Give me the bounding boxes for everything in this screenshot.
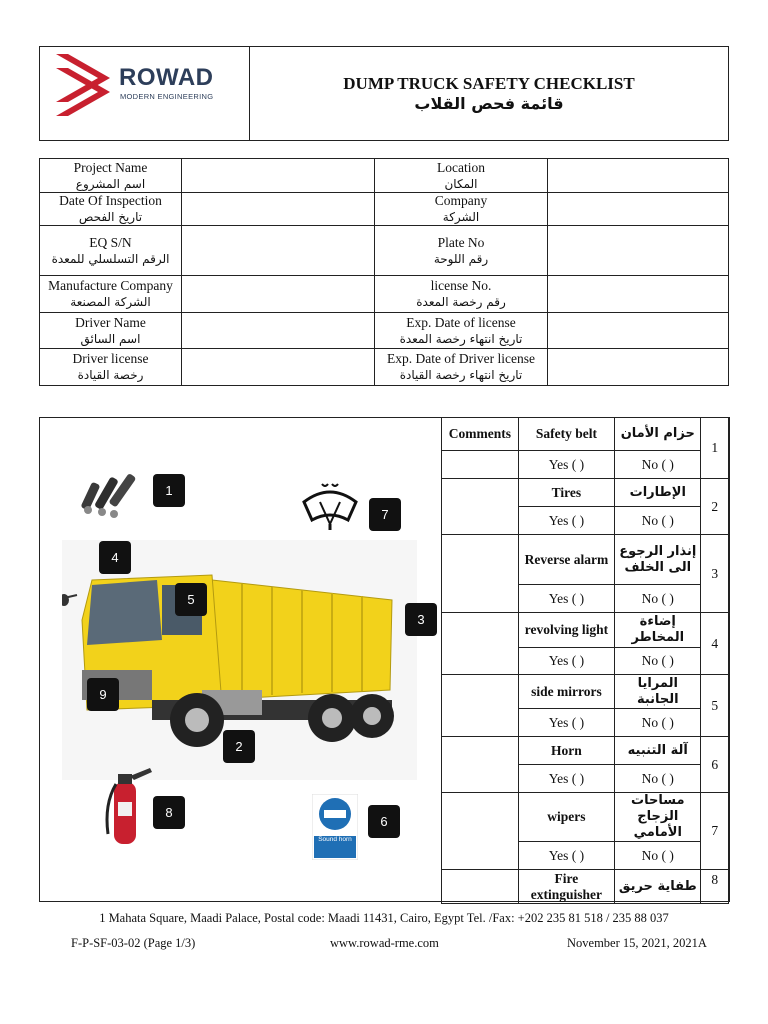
no-checkbox[interactable]: No ( )	[615, 585, 701, 613]
fire-extinguisher-icon	[100, 764, 160, 850]
comments-field[interactable]	[442, 870, 519, 904]
project-name-field[interactable]	[182, 159, 375, 193]
wiper-icon	[300, 480, 360, 532]
item-label: wipers	[518, 793, 614, 842]
item-label: Horn	[518, 737, 614, 765]
yes-checkbox[interactable]: Yes ( )	[518, 585, 614, 613]
item-label: revolving light	[518, 613, 614, 648]
info-label: Driver license رخصة القيادة	[40, 349, 182, 386]
item-number: 3	[701, 535, 729, 613]
item-number: 8	[701, 870, 729, 904]
info-row	[40, 226, 729, 276]
page-title: DUMP TRUCK SAFETY CHECKLIST	[343, 73, 635, 93]
item-label: Fire extinguisher	[518, 870, 614, 904]
item-label-arabic: الإطارات	[615, 479, 701, 507]
info-label: Company الشركة	[375, 193, 548, 226]
info-label: license No. رقم رخصة المعدة	[375, 276, 548, 313]
checklist-item-row	[442, 535, 729, 585]
checklist-item-row	[442, 613, 729, 648]
no-checkbox[interactable]: No ( )	[615, 709, 701, 737]
badge-reverse-alarm: 3	[405, 603, 437, 636]
checklist-item-row	[442, 479, 729, 507]
sound-horn-sign-icon	[312, 794, 358, 860]
item-number: 7	[701, 793, 729, 870]
comments-field[interactable]	[442, 793, 519, 870]
item-label-arabic: إضاءة المخاطر	[615, 613, 701, 648]
info-row	[40, 193, 729, 226]
info-row	[40, 159, 729, 193]
info-label: Manufacture Company الشركة المصنعة	[40, 276, 182, 313]
truck-figure	[40, 418, 441, 901]
footer-date: November 15, 2021, 2021A	[567, 936, 707, 950]
comments-header: Comments	[442, 418, 519, 451]
item-label: side mirrors	[518, 675, 614, 709]
document-header	[39, 46, 729, 141]
info-label: Location المكان	[375, 159, 548, 193]
item-number: 6	[701, 737, 729, 793]
yes-checkbox[interactable]: Yes ( )	[518, 842, 614, 870]
info-label: Exp. Date of Driver license تاريخ انتهاء رخصة القيادة	[375, 349, 548, 386]
eq-sn-field[interactable]	[182, 226, 375, 276]
location-field[interactable]	[548, 159, 729, 193]
item-label: Reverse alarm	[518, 535, 614, 585]
item-label-arabic: آلة التنبيه	[615, 737, 701, 765]
inspection-date-field[interactable]	[182, 193, 375, 226]
comments-field[interactable]	[442, 737, 519, 793]
no-checkbox[interactable]: No ( )	[615, 842, 701, 870]
checklist-item-row	[442, 737, 729, 765]
horn-sign-label: Sound horn	[318, 836, 352, 843]
driver-name-field[interactable]	[182, 313, 375, 349]
item-number: 2	[701, 479, 729, 535]
manufacture-company-field[interactable]	[182, 276, 375, 313]
badge-horn: 6	[368, 805, 400, 838]
info-label: Driver Name اسم السائق	[40, 313, 182, 349]
license-exp-date-field[interactable]	[548, 313, 729, 349]
logo-name: ROWAD	[119, 64, 214, 91]
info-label: Project Name اسم المشروع	[40, 159, 182, 193]
yes-checkbox[interactable]: Yes ( )	[518, 507, 614, 535]
logo-cell	[40, 47, 250, 140]
badge-fire-extinguisher: 8	[153, 796, 185, 829]
yes-checkbox[interactable]: Yes ( )	[518, 709, 614, 737]
checklist-item-row	[442, 418, 729, 451]
item-label: Safety belt	[518, 418, 614, 451]
comments-field[interactable]	[442, 535, 519, 613]
info-label: Plate No رقم اللوحة	[375, 226, 548, 276]
badge-wipers: 7	[369, 498, 401, 531]
no-checkbox[interactable]: No ( )	[615, 451, 701, 479]
rowad-logo-icon	[54, 52, 116, 118]
item-label-arabic: طفاية حريق	[615, 870, 701, 904]
license-no-field[interactable]	[548, 276, 729, 313]
comments-field[interactable]	[442, 613, 519, 675]
yes-checkbox[interactable]: Yes ( )	[518, 765, 614, 793]
company-field[interactable]	[548, 193, 729, 226]
item-number: 5	[701, 675, 729, 737]
badge-side-mirrors: 5	[175, 583, 207, 616]
yes-checkbox[interactable]: Yes ( )	[518, 648, 614, 675]
comments-field[interactable]	[442, 451, 519, 479]
checklist-item-row	[442, 870, 729, 904]
item-label-arabic: مساحات الزجاج الأمامي	[615, 793, 701, 842]
badge-revolving-light: 4	[99, 541, 131, 574]
checklist-item-row	[442, 675, 729, 709]
item-number: 4	[701, 613, 729, 675]
info-row	[40, 276, 729, 313]
footer-address: 1 Mahata Square, Maadi Palace, Postal code: Maadi 11431, Cairo, Egypt Tel. /Fax: +202 235 81 518 / 235 88 037	[99, 911, 669, 925]
driver-license-field[interactable]	[182, 349, 375, 386]
no-checkbox[interactable]: No ( )	[615, 765, 701, 793]
no-checkbox[interactable]: No ( )	[615, 507, 701, 535]
badge-fire-extinguisher-9: 9	[87, 678, 119, 711]
info-row	[40, 349, 729, 386]
info-row	[40, 313, 729, 349]
info-label: EQ S/N الرقم التسلسلي للمعدة	[40, 226, 182, 276]
title-cell	[250, 47, 728, 140]
comments-field[interactable]	[442, 675, 519, 737]
checklist-section	[39, 417, 730, 902]
checklist-table	[441, 417, 729, 904]
item-label: Tires	[518, 479, 614, 507]
plate-no-field[interactable]	[548, 226, 729, 276]
item-label-arabic: حزام الأمان	[615, 418, 701, 451]
driver-license-exp-field[interactable]	[548, 349, 729, 386]
item-label-arabic: المرايا الجانبة	[615, 675, 701, 709]
comments-field[interactable]	[442, 479, 519, 535]
checklist-item-row	[442, 793, 729, 842]
footer-website: www.rowad-rme.com	[330, 936, 439, 950]
info-label: Date Of Inspection تاريخ الفحص	[40, 193, 182, 226]
item-number: 1	[701, 418, 729, 479]
badge-tires: 2	[223, 730, 255, 763]
info-label: Exp. Date of license تاريخ انتهاء رخصة المعدة	[375, 313, 548, 349]
info-table	[39, 158, 729, 386]
yes-checkbox[interactable]: Yes ( )	[518, 451, 614, 479]
badge-safety-belt: 1	[153, 474, 185, 507]
safety-belt-icon	[78, 468, 148, 520]
page-title-arabic: قائمة فحص القلاب	[414, 93, 564, 113]
item-label-arabic: إنذار الرجوع الى الخلف	[615, 535, 701, 585]
footer-doc-code: F-P-SF-03-02 (Page 1/3)	[71, 936, 196, 950]
yes-no-row	[442, 451, 729, 479]
logo-subtitle: MODERN ENGINEERING	[120, 92, 214, 101]
no-checkbox[interactable]: No ( )	[615, 648, 701, 675]
